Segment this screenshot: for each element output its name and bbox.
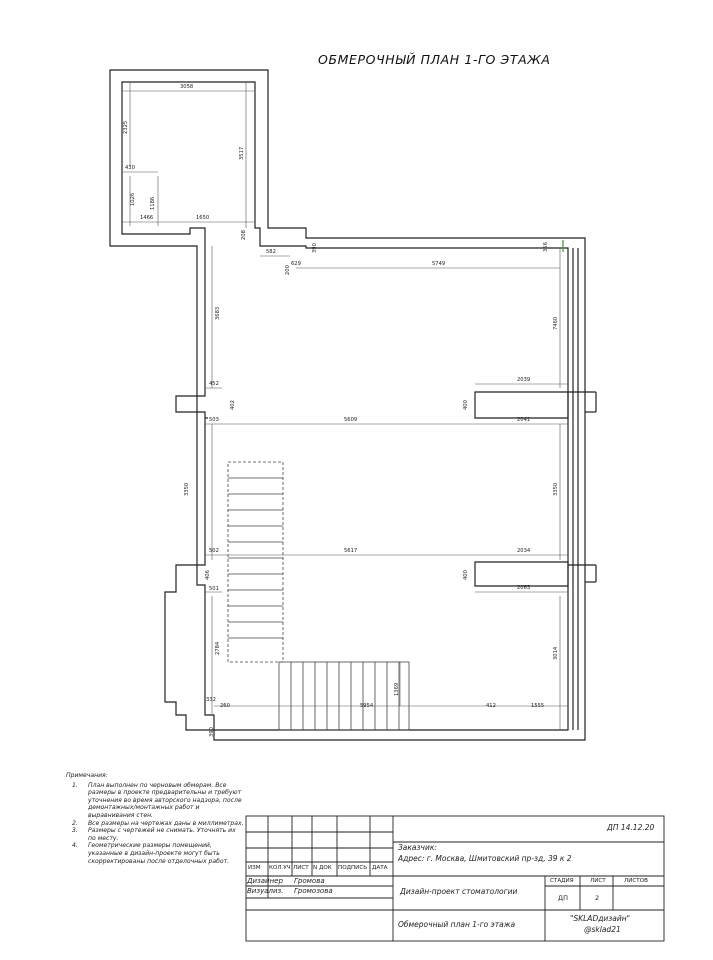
note-number: 1. [72, 781, 78, 789]
note-text: План выполнен по черновым обмерам. Все размеры в проекте предварительны и требуют уточнения во время авторского надзора, после демонтажных/монтажных работ и выравнивания стен. [88, 781, 242, 819]
note-text: Геометрические размеры помещений, указанные в дизайн-проекте могут быть скорректированы после отделочных работ. [88, 842, 230, 865]
project-code: ДП 14.12.20 [607, 823, 655, 832]
dimension-lines [122, 82, 568, 730]
dim-452: 452 [209, 381, 219, 387]
note-item [66, 782, 244, 820]
dim-1466: 1466 [140, 215, 154, 221]
role-visualizer: Визуализ. [247, 887, 284, 895]
stage-label: СТАДИЯ [550, 878, 574, 884]
plan-title: ОБМЕРОЧНЫЙ ПЛАН 1-ГО ЭТАЖА [318, 52, 551, 67]
dim-390a: 390 [312, 243, 318, 253]
dim-400b: 400 [463, 570, 469, 580]
dim-2784: 2784 [215, 641, 221, 655]
dim-3350b: 3350 [553, 482, 559, 496]
notes-header: Примечания: [66, 772, 108, 779]
dim-406: 406 [205, 570, 211, 580]
brand-handle: @sklad21 [584, 925, 621, 934]
dim-390b: 390 [209, 727, 215, 737]
col-list: ЛИСТ [293, 865, 309, 871]
address: Адрес: г. Москва, Шмитовский пр-зд, 39 к 2 [398, 854, 572, 863]
note-item [66, 842, 244, 865]
name-designer: Громова [294, 877, 325, 885]
stage-value: ДП [558, 894, 568, 902]
note-number: 4. [72, 842, 78, 850]
dim-2063: 2063 [517, 585, 531, 591]
dim-1650: 1650 [196, 215, 210, 221]
pier-lower [475, 562, 568, 586]
dim-5617: 5617 [344, 548, 358, 554]
dim-208: 208 [241, 230, 247, 240]
dim-260: 260 [220, 703, 230, 709]
dim-7460: 7460 [553, 316, 559, 330]
dim-1555: 1555 [531, 703, 545, 709]
note-item [66, 827, 244, 842]
dim-501: 501 [209, 586, 219, 592]
dim-3683: 3683 [215, 306, 221, 320]
dim-5609: 5609 [344, 417, 358, 423]
col-podpis: ПОДПИСЬ [338, 865, 368, 871]
staircase [228, 462, 409, 730]
dim-629: 629 [291, 261, 301, 267]
dim-582: 582 [266, 249, 276, 255]
dim-2034: 2034 [517, 548, 531, 554]
brand-name: "SKLADдизайн" [570, 914, 631, 923]
inner-wall [122, 82, 568, 730]
dim-332: 332 [206, 697, 216, 703]
dim-2325: 2325 [123, 120, 129, 134]
note-number: 2. [72, 819, 78, 827]
dim-2041: 2041 [517, 417, 531, 423]
dim-503: 503 [209, 417, 219, 423]
sheet-label: ЛИСТ [590, 878, 606, 884]
col-data: ДАТА [372, 865, 388, 871]
dim-2039: 2039 [517, 377, 531, 383]
note-text: Все размеры на чертежах даны в миллиметрах. [88, 819, 244, 827]
dim-3014: 3014 [553, 646, 559, 660]
dim-3517: 3517 [239, 146, 245, 160]
outer-wall [110, 70, 585, 740]
dim-3350: 3350 [184, 482, 190, 496]
note-item [66, 820, 244, 828]
dim-3058: 3058 [180, 84, 194, 90]
col-kol-uch: КОЛ.УЧ [269, 865, 291, 871]
customer-label: Заказчик: [398, 843, 437, 852]
role-designer: Дизайнер [247, 877, 283, 885]
col-izm: ИЗМ [248, 865, 261, 871]
dim-1369: 1369 [394, 682, 400, 696]
dimension-labels [123, 84, 559, 737]
pier-upper [475, 392, 568, 418]
sheets-label: ЛИСТОВ [624, 878, 648, 884]
sheet-value: 2 [595, 894, 600, 902]
dim-5749: 5749 [432, 261, 446, 267]
dim-502: 502 [209, 548, 219, 554]
dim-430: 430 [125, 165, 135, 171]
dim-5954: 5954 [360, 703, 374, 709]
sheet-name: Обмерочный план 1-го этажа [398, 920, 516, 929]
dim-412: 412 [486, 703, 496, 709]
dim-1026: 1026 [130, 192, 136, 206]
dim-1186: 1186 [150, 196, 156, 210]
dim-400a: 400 [463, 400, 469, 410]
col-n-doc: N ДОК [313, 865, 332, 871]
dim-402: 402 [230, 400, 236, 410]
note-text: Размеры с чертежей не снимать. Уточнять их по месту. [88, 827, 236, 842]
walls [110, 70, 596, 740]
name-visualizer: Громозова [294, 887, 333, 895]
project-name: Дизайн-проект стоматологии [400, 887, 518, 896]
dim-356: 356 [543, 242, 549, 252]
dim-200: 200 [285, 265, 291, 275]
note-number: 3. [72, 827, 78, 835]
notes-block [66, 772, 244, 865]
